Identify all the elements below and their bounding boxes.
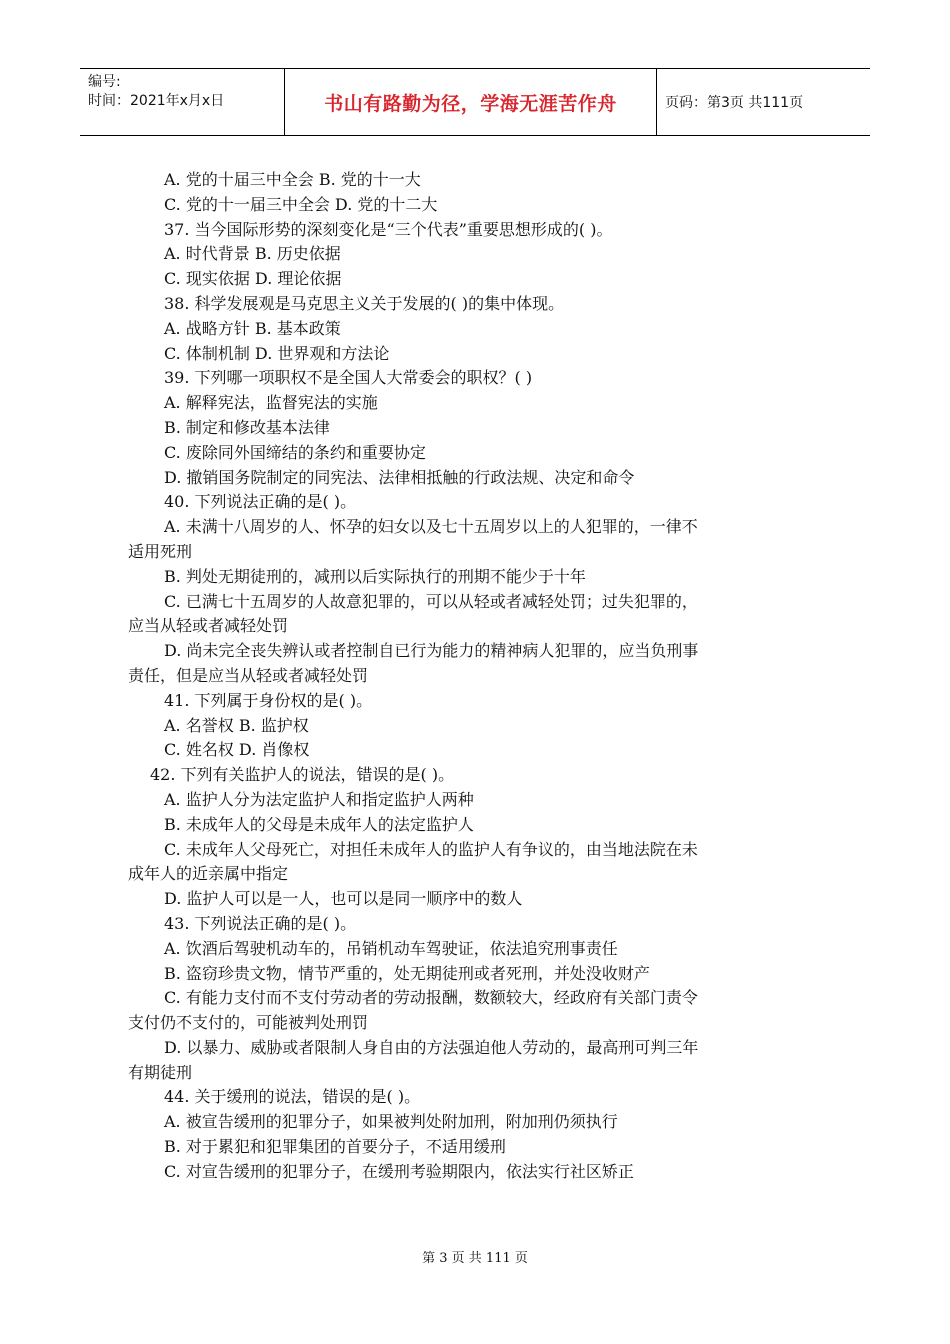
- text-line: A. 党的十届三中全会 B. 党的十一大: [164, 170, 421, 189]
- text-line: C. 已满七十五周岁的人故意犯罪的，可以从轻或者减轻处罚；过失犯罪的，: [164, 591, 698, 611]
- text-line: A. 时代背景 B. 历史依据: [164, 244, 341, 264]
- text-line: B. 盗窃珍贵文物，情节严重的，处无期徒刑或者死刑，并处没收财产: [164, 963, 650, 983]
- text-line: 39. 下列哪一项职权不是全国人大常委会的职权？( ): [164, 368, 533, 388]
- text-line: B. 未成年人的父母是未成年人的法定监护人: [164, 814, 474, 834]
- text-line: A. 监护人分为法定监护人和指定监护人两种: [164, 789, 474, 809]
- text-line: A. 被宣告缓刑的犯罪分子，如果被判处附加刑，附加刑仍须执行: [164, 1112, 618, 1132]
- text-line: D. 撤销国务院制定的同宪法、法律相抵触的行政法规、决定和命令: [164, 467, 635, 487]
- date-label: 时间：2021年x月x日: [88, 93, 225, 109]
- text-line: 责任，但是应当从轻或者减轻处罚: [128, 665, 369, 685]
- text-line: C. 体制机制 D. 世界观和方法论: [164, 343, 390, 363]
- text-line: C. 党的十一届三中全会 D. 党的十二大: [164, 194, 438, 214]
- text-line: 支付仍不支付的，可能被判处刑罚: [128, 1013, 369, 1033]
- text-line: 应当从轻或者减轻处罚: [128, 616, 289, 636]
- text-line: 40. 下列说法正确的是( )。: [164, 492, 357, 512]
- text-line: 适用死刑: [128, 541, 193, 561]
- text-line: B. 对于累犯和犯罪集团的首要分子，不适用缓刑: [164, 1137, 506, 1157]
- page-header: [80, 68, 870, 136]
- text-line: C. 现实依据 D. 理论依据: [164, 269, 342, 289]
- text-line: C. 未成年人父母死亡，对担任未成年人的监护人有争议的，由当地法院在未: [164, 839, 698, 859]
- text-line: A. 名誉权 B. 监护权: [164, 715, 309, 735]
- text-line: A. 战略方针 B. 基本政策: [164, 318, 341, 338]
- text-line: C. 姓名权 D. 肖像权: [164, 740, 310, 760]
- page-info: 页码：第3页 共111页: [665, 95, 804, 111]
- header-page-info: [657, 69, 870, 135]
- text-line: 有期徒刑: [128, 1062, 193, 1082]
- text-line: B. 判处无期徒刑的，减刑以后实际执行的刑期不能少于十年: [164, 566, 586, 586]
- text-line: A. 未满十八周岁的人、怀孕的妇女以及七十五周岁以上的人犯罪的，一律不: [164, 517, 698, 537]
- text-line: C. 废除同外国缔结的条约和重要协定: [164, 442, 426, 462]
- text-line: 42. 下列有关监护人的说法，错误的是( )。: [150, 765, 455, 785]
- header-motto-cell: [285, 69, 657, 135]
- text-line: 43. 下列说法正确的是( )。: [164, 913, 357, 933]
- text-line: 44. 关于缓刑的说法，错误的是( )。: [164, 1087, 421, 1107]
- text-line: 38. 科学发展观是马克思主义关于发展的( )的集中体现。: [164, 293, 565, 313]
- text-line: 37. 当今国际形势的深刻变化是“三个代表”重要思想形成的( )。: [164, 219, 613, 239]
- text-line: 41. 下列属于身份权的是( )。: [164, 690, 373, 710]
- text-line: D. 以暴力、威胁或者限制人身自由的方法强迫他人劳动的，最高刑可判三年: [164, 1037, 699, 1057]
- page-footer: 第 3 页 共 111 页: [422, 1251, 528, 1266]
- text-line: A. 饮酒后驾驶机动车的，吊销机动车驾驶证，依法追究刑事责任: [164, 938, 618, 958]
- text-line: B. 制定和修改基本法律: [164, 417, 330, 437]
- serial-label: 编号:: [88, 74, 121, 90]
- text-line: D. 尚未完全丧失辨认或者控制自已行为能力的精神病人犯罪的，应当负刑事: [164, 641, 699, 661]
- text-line: C. 有能力支付而不支付劳动者的劳动报酬，数额较大，经政府有关部门责令: [164, 988, 698, 1008]
- header-meta: [80, 69, 285, 135]
- text-line: C. 对宣告缓刑的犯罪分子，在缓刑考验期限内，依法实行社区矫正: [164, 1161, 634, 1181]
- text-line: 成年人的近亲属中指定: [128, 864, 289, 884]
- document-body: [128, 168, 828, 1185]
- motto: 书山有路勤为径，学海无涯苦作舟: [324, 92, 617, 115]
- text-line: A. 解释宪法，监督宪法的实施: [164, 393, 378, 413]
- text-line: D. 监护人可以是一人，也可以是同一顺序中的数人: [164, 889, 523, 909]
